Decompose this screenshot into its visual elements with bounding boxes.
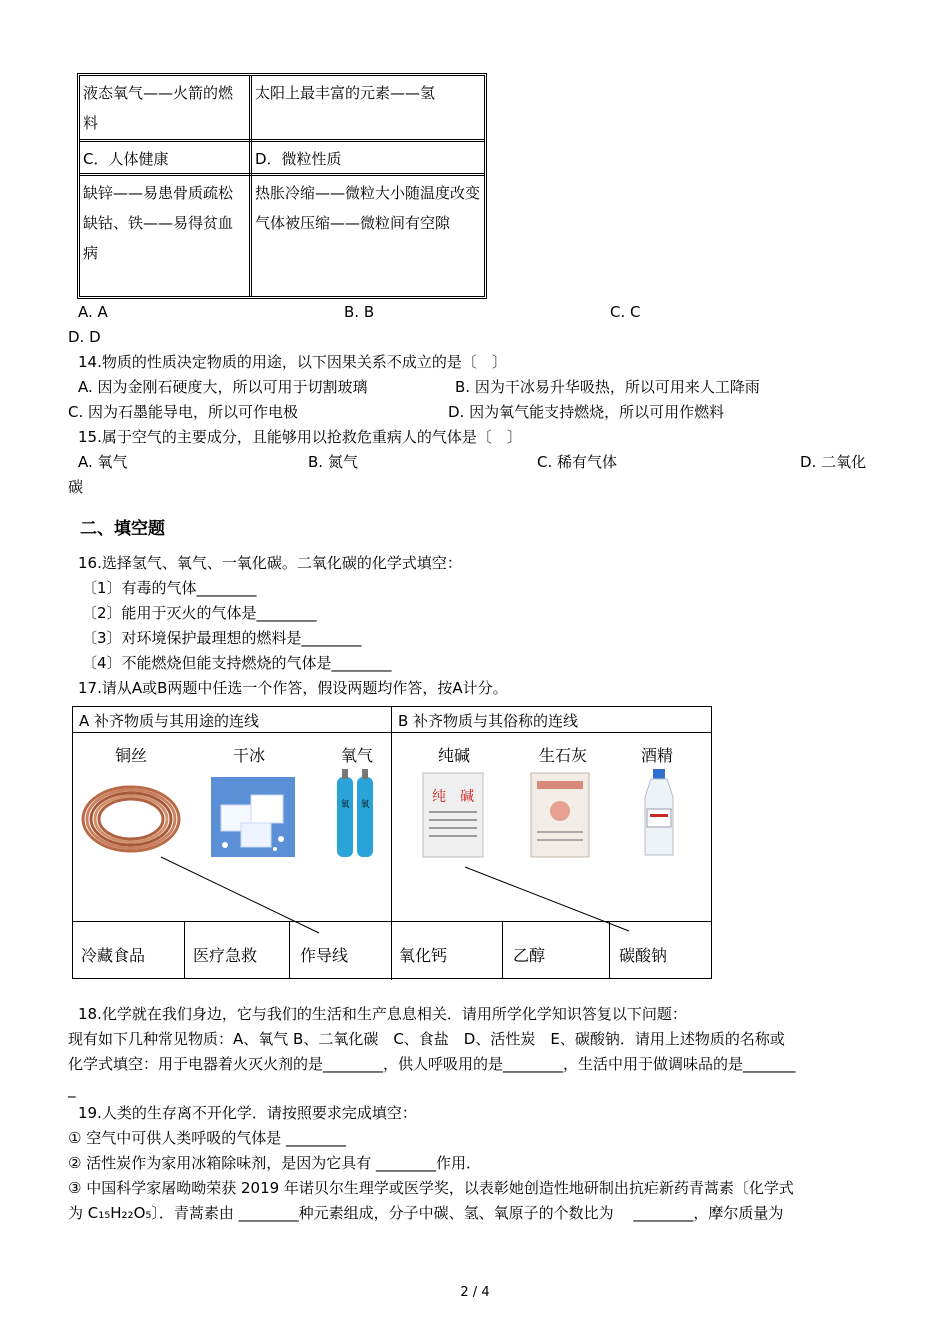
option-d[interactable]: D. D — [68, 328, 101, 346]
item-dry-ice: 干冰 — [233, 746, 266, 765]
q19-line-3: ② 活性炭作为家用冰箱除味剂，是因为它具有 ________作用． — [68, 1154, 481, 1172]
use-conductor-wire: 作导线 — [300, 946, 349, 965]
q14-option-c[interactable]: C. 因为石墨能导电，所以可作电极 — [68, 403, 299, 421]
item-alcohol: 酒精 — [641, 746, 674, 765]
part-b-header: B 补齐物质与其俗称的连线 — [398, 712, 579, 730]
question-15-stem: 15.属于空气的主要成分，且能够用以抢救危重病人的气体是〔 〕 — [78, 428, 522, 446]
q19-line-4: ③ 中国科学家屠呦呦荣获 2019 年诺贝尔生理学或医学奖，以表彰她创造性地研制出抗疟新药青蒿素〔化学式 — [68, 1179, 794, 1197]
svg-text:纯 碱: 纯 碱 — [432, 789, 474, 805]
q18-line-2: 现有如下几种常见物质：A、氧气 B、二氧化碳 C、食盐 D、活性炭 E、碳酸钠．请用上述物质的名称或 — [68, 1030, 785, 1048]
option-a[interactable]: A. A — [78, 303, 108, 321]
name-calcium-oxide: 氧化钙 — [399, 946, 448, 965]
question-19-stem: 19.人类的生存离不开化学．请按照要求完成填空： — [78, 1104, 417, 1122]
svg-text:氧: 氧 — [360, 800, 370, 810]
table-cell: 液态氧气——火箭的燃料 — [83, 84, 234, 132]
connection-lines — [73, 707, 711, 980]
section-heading: 二、填空题 — [80, 519, 165, 539]
question-16-stem: 16.选择氢气、氧气、一氧化碳。二氧化碳的化学式填空： — [78, 554, 462, 572]
use-refrigerate-food: 冷藏食品 — [81, 946, 146, 965]
q19-line-5: 为 C₁₅H₂₂O₅〕．青蒿素由 ________种元素组成，分子中碳、氢、氧原子的个数比为 ________，摩尔质量为 — [68, 1204, 784, 1222]
question-14-stem: 14.物质的性质决定物质的用途，以下因果关系不成立的是〔 〕 — [78, 353, 507, 371]
table-cell: 缺锌——易患骨质疏松 缺钴、铁——易得贫血病 — [83, 184, 234, 262]
item-oxygen: 氧气 — [341, 746, 374, 765]
svg-text:氧: 氧 — [340, 800, 350, 810]
item-soda-ash: 纯碱 — [438, 746, 471, 765]
option-c[interactable]: C. C — [610, 303, 641, 321]
page-number: 2 / 4 — [460, 1285, 490, 1300]
option-b[interactable]: B. B — [344, 303, 375, 321]
question-18-stem: 18.化学就在我们身边，它与我们的生活和生产息息相关．请用所学化学知识答复以下问题： — [78, 1005, 687, 1023]
use-medical-emergency: 医疗急救 — [193, 946, 258, 965]
q19-line-2: ① 空气中可供人类呼吸的气体是 ________ — [68, 1129, 346, 1147]
q15-option-c[interactable]: C. 稀有气体 — [537, 453, 618, 471]
q16-line-3: 〔3〕对环境保护最理想的燃料是________ — [82, 629, 362, 647]
table-cell: 热胀冷缩——微粒大小随温度改变 气体被压缩——微粒间有空隙 — [255, 184, 481, 232]
q16-line-2: 〔2〕能用于灭火的气体是________ — [82, 604, 317, 622]
table-cell: D．微粒性质 — [255, 150, 342, 168]
q18-line-3: 化学式填空：用于电器着火灭火剂的是________，供人呼吸用的是________，生活中用于做调味品的是_______ — [68, 1055, 796, 1073]
q15-option-a[interactable]: A. 氧气 — [78, 453, 128, 471]
item-quicklime: 生石灰 — [539, 746, 588, 765]
options-table — [77, 73, 487, 299]
question-17-stem: 17.请从A或B两题中任选一个作答，假设两题均作答，按A计分。 — [78, 679, 508, 697]
q16-line-4: 〔4〕不能燃烧但能支持燃烧的气体是________ — [82, 654, 392, 672]
part-a-header: A 补齐物质与其用途的连线 — [79, 712, 260, 730]
q14-option-d[interactable]: D. 因为氧气能支持燃烧，所以可用作燃料 — [448, 403, 725, 421]
table-cell: 太阳上最丰富的元素——氢 — [255, 84, 436, 102]
connection-line — [161, 857, 319, 933]
item-copper-wire: 铜丝 — [115, 746, 148, 765]
q15-option-d-cont: 碳 — [68, 478, 84, 496]
q16-line-1: 〔1〕有毒的气体________ — [82, 579, 257, 597]
table-cell: C．人体健康 — [83, 150, 169, 168]
q18-line-4: _ — [68, 1080, 76, 1098]
q15-option-d[interactable]: D. 二氧化 — [800, 453, 867, 471]
q14-option-b[interactable]: B. 因为干冰易升华吸热，所以可用来人工降雨 — [455, 378, 760, 396]
q15-option-b[interactable]: B. 氮气 — [308, 453, 358, 471]
matching-table — [72, 706, 712, 979]
connection-line — [465, 867, 629, 931]
q14-option-a[interactable]: A. 因为金刚石硬度大，所以可用于切割玻璃 — [78, 378, 368, 396]
name-sodium-carbonate: 碳酸钠 — [619, 946, 668, 965]
name-ethanol: 乙醇 — [513, 946, 546, 965]
